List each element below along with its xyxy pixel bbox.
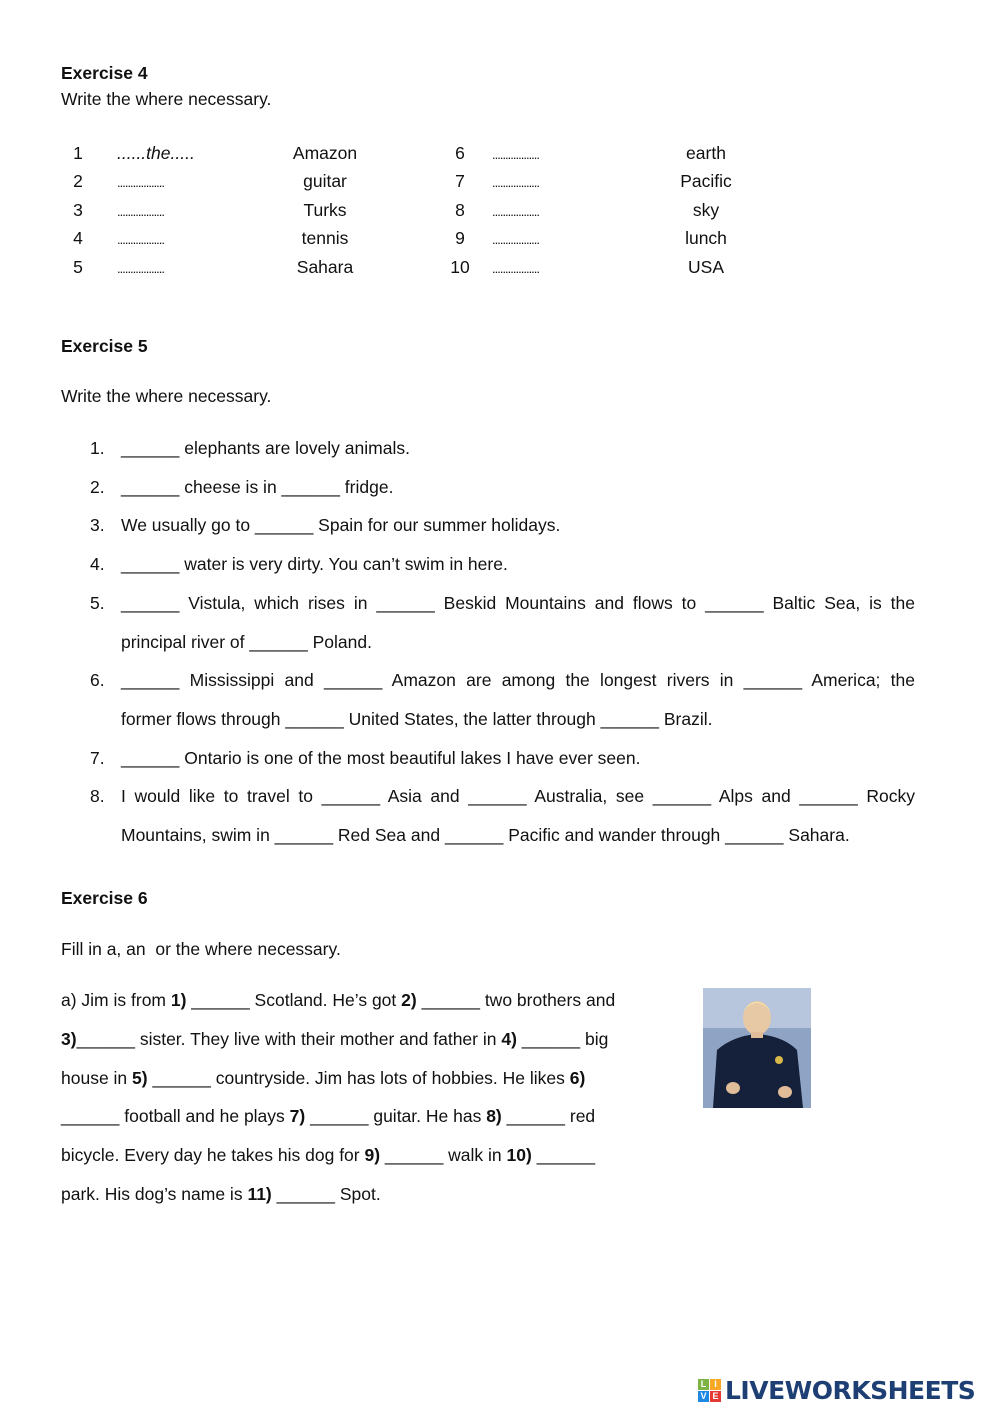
- gap-number: 1): [170, 990, 187, 1010]
- noun: lunch: [685, 228, 727, 248]
- item-number: 8: [455, 200, 465, 220]
- answer-blank[interactable]: ..................: [492, 175, 540, 190]
- text-segment: ______ Scotland. He’s got: [186, 990, 402, 1010]
- item-number: 7.: [90, 747, 105, 768]
- sentence-line: principal river of ______ Poland.: [121, 631, 372, 652]
- paragraph-line: [61, 1184, 381, 1205]
- noun: guitar: [303, 171, 347, 191]
- item-number: 8.: [90, 786, 105, 807]
- answer-blank[interactable]: ..................: [117, 232, 165, 247]
- logo-text: LIVEWORKSHEETS: [725, 1376, 976, 1405]
- answer-blank[interactable]: ..................: [117, 204, 165, 219]
- noun: tennis: [301, 228, 349, 248]
- text-segment: house in: [61, 1067, 133, 1088]
- answer-blank[interactable]: ......the.....: [117, 143, 195, 163]
- gap-number: 9): [364, 1145, 381, 1166]
- sentence-line: I would like to travel to ______ Asia and ______ Australia, see ______ Alps and ______ Rocky: [121, 786, 915, 807]
- item-number: 3: [73, 200, 83, 220]
- logo-letter: L: [698, 1379, 709, 1390]
- sentence-line: Mountains, swim in ______ Red Sea and ______ Pacific and wander through ______ Sahara.: [121, 825, 850, 845]
- exercise-5-instruction: Write the where necessary.: [61, 386, 272, 406]
- paragraph-line: [61, 1029, 608, 1050]
- text-segment: a) Jim is from: [61, 990, 171, 1010]
- noun: sky: [692, 200, 720, 220]
- text-segment: park. His dog’s name is: [61, 1184, 248, 1204]
- gap-number: 8): [486, 1106, 502, 1127]
- item-number: 3.: [90, 515, 105, 536]
- item-number: 4.: [90, 554, 105, 575]
- exercise-5-title: Exercise 5: [61, 336, 148, 356]
- gap-number: 5): [132, 1067, 148, 1088]
- paragraph-line: [61, 1068, 585, 1089]
- liveworksheets-logo: [698, 1376, 975, 1405]
- text-segment: ______ red: [501, 1106, 596, 1127]
- item-number: 9: [455, 228, 465, 248]
- noun: Amazon: [292, 143, 358, 163]
- answer-blank[interactable]: ..................: [117, 261, 165, 276]
- gap-number: 6): [569, 1067, 586, 1088]
- item-number: 1.: [90, 438, 105, 458]
- answer-blank[interactable]: ..................: [492, 147, 540, 162]
- item-number: 2.: [90, 476, 105, 497]
- item-number: 6.: [90, 670, 105, 691]
- text-segment: ______ football and he plays: [61, 1106, 290, 1127]
- item-number: 5: [73, 257, 83, 277]
- gap-number: 10): [506, 1145, 532, 1166]
- exercise-4-title: Exercise 4: [61, 63, 148, 83]
- text-segment: ______: [531, 1145, 596, 1166]
- gap-number: 3): [61, 1028, 77, 1049]
- logo-letter: I: [710, 1379, 721, 1390]
- item-number: 10: [450, 257, 470, 277]
- live-badge-icon: [698, 1379, 721, 1402]
- exercise-6-instruction: Fill in a, an or the where necessary.: [61, 939, 341, 959]
- noun: Turks: [303, 200, 347, 220]
- sentence-line: ______ cheese is in ______ fridge.: [121, 476, 394, 497]
- sentence-line: ______ elephants are lovely animals.: [121, 438, 410, 458]
- exercise-6-title: Exercise 6: [61, 888, 148, 908]
- exercise-4-instruction: Write the where necessary.: [61, 89, 272, 109]
- item-number: 5.: [90, 592, 105, 613]
- item-number: 4: [73, 228, 83, 248]
- item-number: 2: [73, 171, 83, 191]
- sentence-line: ______ Ontario is one of the most beautiful lakes I have ever seen.: [121, 747, 641, 768]
- paragraph-line: [61, 1106, 595, 1127]
- gap-number: 7): [289, 1106, 306, 1127]
- text-segment: bicycle. Every day he takes his dog for: [61, 1145, 365, 1166]
- football-player-photo: [703, 988, 811, 1108]
- sentence-line: former flows through ______ United States, the latter through ______ Brazil.: [121, 708, 713, 729]
- text-segment: ______ Spot.: [271, 1184, 381, 1204]
- sentence-line: ______ Mississippi and ______ Amazon are among the longest rivers in ______ America; the: [121, 670, 915, 691]
- text-segment: ______ countryside. Jim has lots of hobbies. He likes: [147, 1067, 570, 1088]
- logo-letter: V: [698, 1391, 709, 1402]
- noun: USA: [688, 257, 724, 277]
- item-number: 6: [455, 143, 465, 163]
- answer-blank[interactable]: ..................: [492, 232, 540, 247]
- noun: Pacific: [680, 171, 732, 191]
- sentence-line: ______ Vistula, which rises in ______ Beskid Mountains and flows to ______ Baltic Sea, is the: [121, 592, 915, 613]
- text-segment: ______ sister. They live with their mother and father in: [76, 1028, 502, 1049]
- paragraph-line: [61, 1145, 595, 1166]
- gap-number: 2): [401, 990, 417, 1010]
- logo-letter: E: [710, 1391, 721, 1402]
- item-number: 1: [73, 143, 83, 163]
- text-segment: ______ big: [516, 1028, 609, 1049]
- answer-blank[interactable]: ..................: [117, 175, 165, 190]
- sentence-line: ______ water is very dirty. You can’t swim in here.: [121, 554, 508, 575]
- text-segment: ______ guitar. He has: [305, 1106, 487, 1127]
- sentence-line: We usually go to ______ Spain for our summer holidays.: [121, 515, 561, 536]
- noun: earth: [686, 143, 726, 163]
- answer-blank[interactable]: ..................: [492, 204, 540, 219]
- gap-number: 11): [247, 1184, 272, 1204]
- item-number: 7: [455, 171, 465, 191]
- text-segment: ______ walk in: [380, 1145, 507, 1166]
- text-segment: ______ two brothers and: [416, 990, 616, 1010]
- paragraph-line: [61, 990, 615, 1011]
- answer-blank[interactable]: ..................: [492, 261, 540, 276]
- gap-number: 4): [501, 1028, 517, 1049]
- noun: Sahara: [296, 257, 354, 277]
